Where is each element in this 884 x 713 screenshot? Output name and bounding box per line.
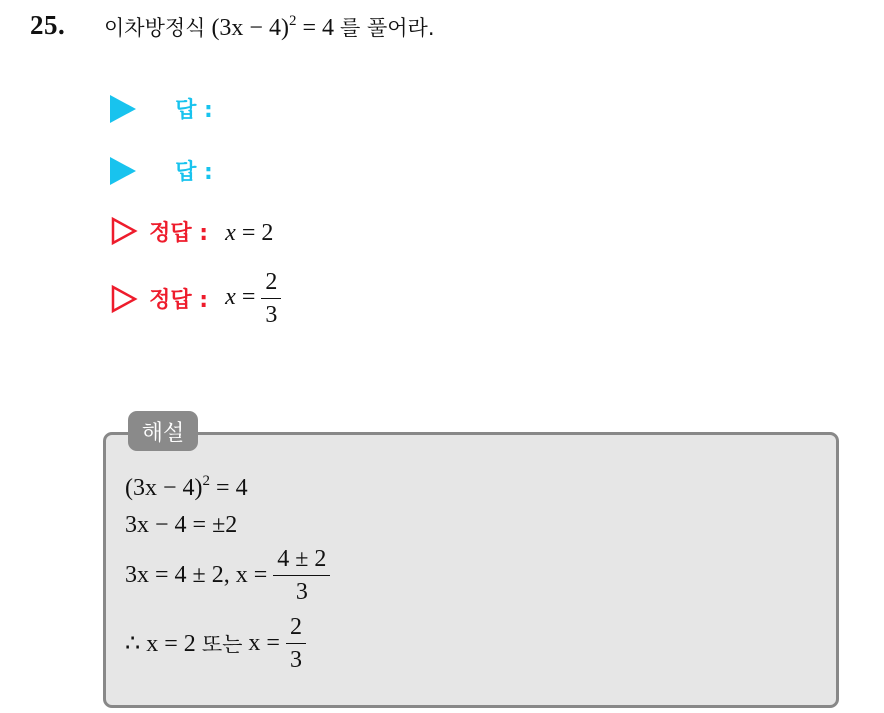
- fraction-denominator: 3: [289, 647, 302, 673]
- answer-fraction: [261, 269, 281, 328]
- question-suffix: 를 풀어라.: [340, 16, 435, 40]
- question-number: 25.: [30, 10, 66, 40]
- fraction-bar: [286, 643, 306, 644]
- explanation-line-2: 3x − 4 = ±2: [125, 512, 238, 538]
- answer-label: 답 :: [175, 98, 213, 123]
- explanation-line-1: [125, 475, 248, 502]
- fraction-denominator: 3: [265, 302, 278, 328]
- line1-base: (3x − 4): [125, 475, 203, 501]
- equation-exponent: 2: [288, 13, 297, 29]
- answer-row-1: [110, 93, 213, 127]
- outline-triangle-icon: [110, 284, 138, 314]
- answer-var: x: [225, 284, 236, 311]
- equation-rhs: = 4: [296, 15, 335, 41]
- filled-triangle-icon: [110, 157, 136, 185]
- fraction-numerator: 2: [265, 269, 278, 295]
- line4-fraction: [286, 614, 306, 673]
- fraction-numerator: 2: [289, 614, 302, 640]
- question-prefix: 이차방정식: [104, 16, 206, 40]
- filled-triangle-icon: [110, 95, 136, 123]
- answer-row-2: [110, 155, 213, 189]
- fraction-numerator: 4 ± 2: [277, 546, 327, 572]
- outline-triangle-icon: [110, 216, 138, 246]
- line4-or: 또는: [201, 632, 243, 657]
- explanation-tab: 해설: [128, 411, 198, 451]
- correct-answer-value: [225, 220, 273, 246]
- fraction-denominator: 3: [295, 579, 308, 605]
- line4-x-eq: x =: [242, 630, 286, 656]
- line1-exponent: 2: [202, 473, 211, 489]
- equation-base: (3x − 4): [211, 15, 289, 41]
- correct-answer-row-2: [110, 269, 281, 328]
- explanation-line-3: [125, 546, 330, 605]
- line4-text: ∴ x = 2: [125, 631, 202, 657]
- answer-rest: = 2: [235, 220, 274, 246]
- correct-answer-row-1: [110, 216, 273, 247]
- answer-var: x: [225, 220, 236, 246]
- correct-answer-label: 정답 :: [149, 288, 209, 313]
- answer-equals: =: [235, 284, 262, 311]
- line3-text: 3x = 4 ± 2, x =: [125, 562, 274, 588]
- fraction-bar: [273, 575, 330, 576]
- correct-answer-value: [225, 269, 281, 328]
- correct-answer-label: 정답 :: [149, 221, 209, 246]
- explanation-line-4: [125, 614, 306, 673]
- line1-rhs: = 4: [210, 475, 248, 501]
- fraction-bar: [261, 298, 281, 299]
- question-text: [104, 12, 435, 42]
- answer-label: 답 :: [175, 160, 213, 185]
- line3-fraction: [273, 546, 330, 605]
- question-equation: [211, 15, 334, 41]
